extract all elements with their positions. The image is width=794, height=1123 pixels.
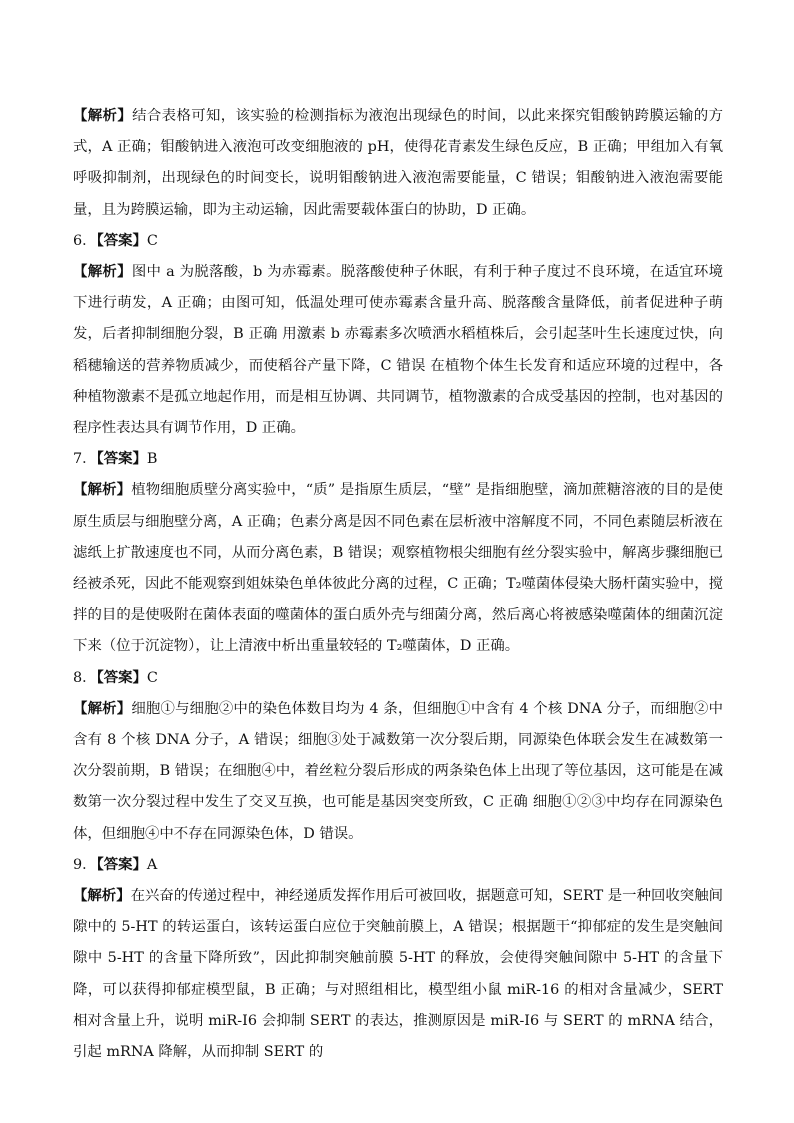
answer-key-content bbox=[73, 101, 723, 1068]
analysis-paragraph bbox=[73, 694, 723, 850]
answer-value: B bbox=[146, 451, 158, 468]
analysis-tag: 【解析】 bbox=[73, 482, 132, 499]
answer-line bbox=[73, 663, 723, 694]
answer-tag: 【答案】 bbox=[96, 856, 147, 873]
analysis-text: 植物细胞质壁分离实验中，“质” 是指原生质层，“壁” 是指细胞壁，滴加蔗糖溶液的目的是使原生质层与细胞壁分离，A 正确；色素分离是因不同色素在层析液中溶解度不同，不同色素随层析液在滤纸上扩散速度也不同，从而分离色素，B 错误；观察植物根尖细胞有丝分裂实验中，解离步骤细胞已经被杀死，因此不能观察到姐妹染色单体彼此分离的过程，C 正确；T₂噬菌体侵染大肠杆菌实验中，搅拌的目的是使吸附在菌体表面的噬菌体的蛋白质外壳与细菌分离，然后离心将被感染噬菌体的细菌沉淀下来（位于沉淀物），让上清液中析出重量较轻的 T₂噬菌体，D 正确。 bbox=[73, 482, 723, 655]
question-number: 7． bbox=[73, 451, 97, 468]
analysis-text: 在兴奋的传递过程中，神经递质发挥作用后可被回收，据题意可知，SERT 是一种回收突触间隙中的 5-HT 的转运蛋白，该转运蛋白应位于突触前膜上，A 错误；根据题干“抑郁症的发生是突触间隙中 5-HT 的含量下降所致”，因此抑制突触前膜 5-HT 的释放，会使得突触间隙中 5-HT 的含量下降，可以获得抑郁症模型鼠，B 正确；与对照组相比，模型组小鼠 miR-16 的相对含量减少，SERT 相对含量上升，说明 miR-I6 会抑制 SERT 的表达，推测原因是 miR-I6 与 SERT 的 mRNA 结合，引起 mRNA 降解，从而抑制 SERT 的 bbox=[73, 888, 723, 1061]
answer-line bbox=[73, 850, 723, 881]
analysis-paragraph bbox=[73, 257, 723, 444]
answer-tag: 【答案】 bbox=[96, 232, 147, 249]
question-number: 8． bbox=[73, 669, 97, 686]
analysis-tag: 【解析】 bbox=[73, 700, 132, 717]
analysis-paragraph bbox=[73, 475, 723, 662]
analysis-tag: 【解析】 bbox=[73, 108, 133, 124]
analysis-text: 结合表格可知，该实验的检测指标为液泡出现绿色的时间，以此来探究钼酸钠跨膜运输的方式，A 正确；钼酸钠进入液泡可改变细胞液的 pH，使得花青素发生绿色反应，B 正确；甲组加入有氧呼吸抑制剂，出现绿色的时间变长，说明钼酸钠进入液泡需要能量，C 错误；钼酸钠进入液泡需要能量，且为跨膜运输，即为主动运输，因此需要载体蛋白的协助，D 正确。 bbox=[73, 108, 723, 218]
analysis-paragraph bbox=[73, 881, 723, 1068]
answer-tag: 【答案】 bbox=[96, 451, 147, 468]
answer-line bbox=[73, 226, 723, 257]
answer-value: C bbox=[146, 232, 158, 249]
question-number: 9． bbox=[73, 856, 97, 873]
analysis-tag: 【解析】 bbox=[73, 264, 132, 281]
analysis-paragraph bbox=[73, 101, 723, 226]
analysis-text: 细胞①与细胞②中的染色体数目均为 4 条，但细胞①中含有 4 个核 DNA 分子，而细胞②中含有 8 个核 DNA 分子，A 错误；细胞③处于减数第一次分裂后期，同源染色体联会发生在减数第一次分裂前期，B 错误；在细胞④中，着丝粒分裂后形成的两条染色体上出现了等位基因，这可能是在减数第一次分裂过程中发生了交叉互换，也可能是基因突变所致，C 正确 细胞①②③中均存在同源染色体，但细胞④中不存在同源染色体，D 错误。 bbox=[73, 700, 723, 842]
analysis-tag: 【解析】 bbox=[73, 888, 131, 905]
question-number: 6． bbox=[73, 232, 97, 249]
analysis-text: 图中 a 为脱落酸，b 为赤霉素。脱落酸使种子休眠，有利于种子度过不良环境，在适宜环境下进行萌发，A 正确；由图可知，低温处理可使赤霉素含量升高、脱落酸含量降低，前者促进种子萌发，后者抑制细胞分裂，B 正确 用激素 b 赤霉素多次喷洒水稻植株后，会引起茎叶生长速度过快，向稻穗输送的营养物质减少，而使稻谷产量下降，C 错误 在植物个体生长发育和适应环境的过程中，各种植物激素不是孤立地起作用，而是相互协调、共同调节，植物激素的合成受基因的控制，也对基因的程序性表达具有调节作用，D 正确。 bbox=[73, 264, 723, 437]
answer-tag: 【答案】 bbox=[96, 669, 147, 686]
answer-line bbox=[73, 444, 723, 475]
answer-value: A bbox=[146, 856, 158, 873]
answer-value: C bbox=[146, 669, 158, 686]
